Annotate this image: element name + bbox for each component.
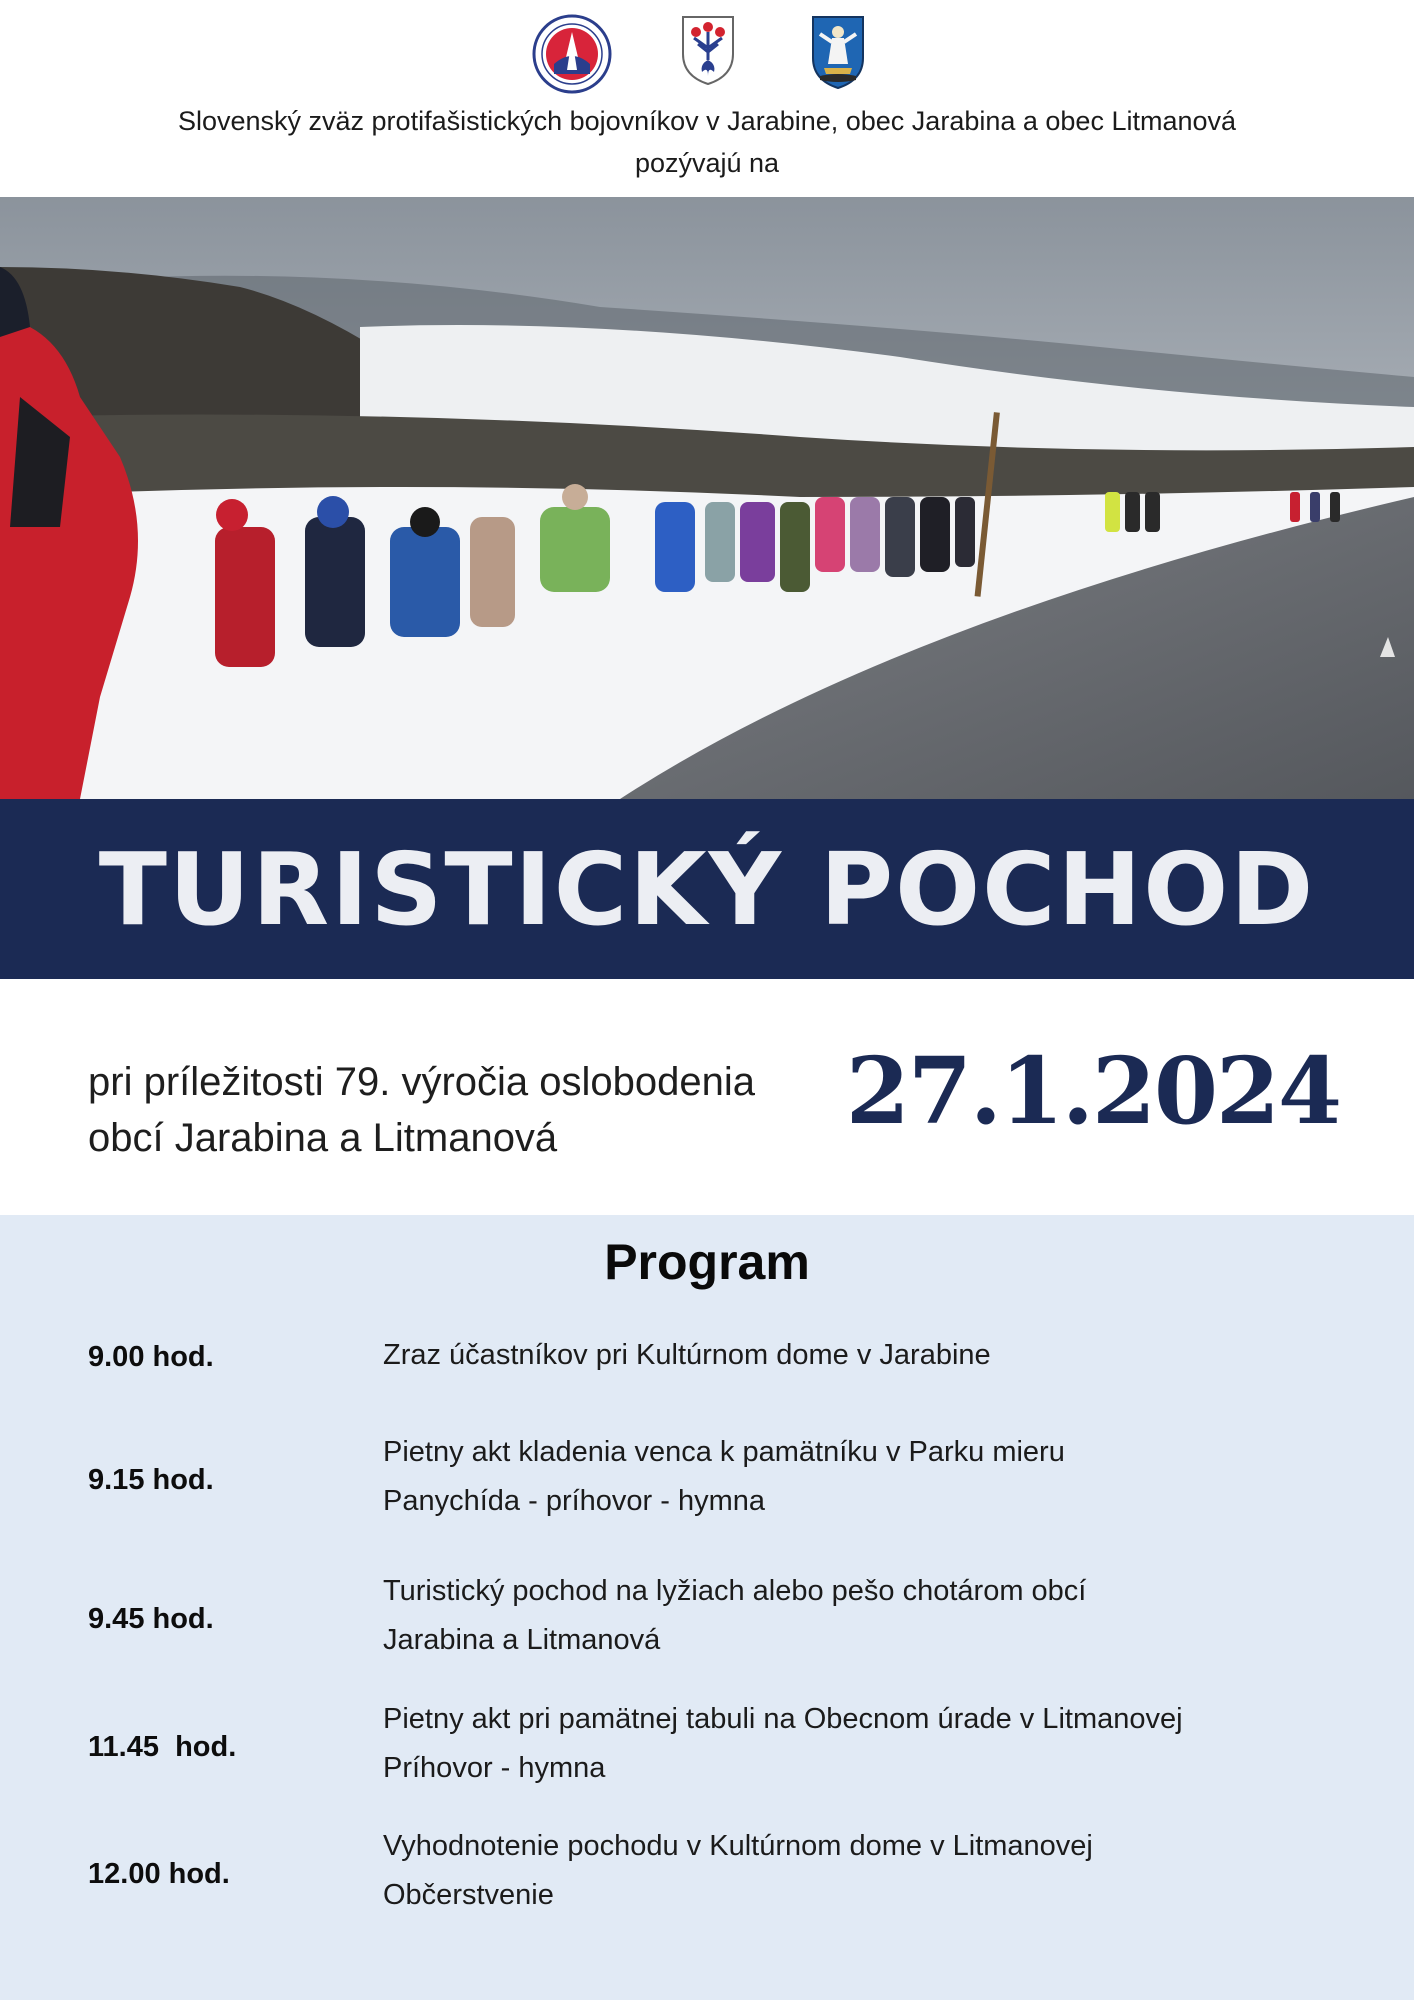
program-time: 9.45 hod.	[88, 1603, 214, 1635]
logo-row	[0, 14, 1414, 94]
program-description-line: Pietny akt pri pamätnej tabuli na Obecnom úrade v Litmanovej	[383, 1703, 1183, 1735]
occasion-line-2: obcí Jarabina a Litmanová	[88, 1116, 558, 1160]
program-description-line: Panychída - príhovor - hymna	[383, 1485, 766, 1517]
union-emblem-icon	[532, 14, 612, 94]
header	[0, 0, 1414, 197]
program-section	[0, 1215, 1414, 2000]
program-time: 9.15 hod.	[88, 1464, 214, 1496]
program-description	[383, 1822, 1383, 1920]
title-banner	[0, 799, 1414, 979]
program-description-line: Zraz účastníkov pri Kultúrnom dome v Jarabine	[383, 1339, 991, 1371]
occasion-line-1: pri príležitosti 79. výročia oslobodenia	[88, 1060, 756, 1104]
event-date: 27.1.2024	[845, 1037, 1340, 1145]
invitation-line-2: pozývajú na	[634, 148, 780, 178]
litmanova-coat-of-arms-icon	[810, 14, 866, 90]
program-time: 12.00 hod.	[88, 1858, 230, 1890]
program-description-line: Príhovor - hymna	[383, 1752, 606, 1784]
program-description	[383, 1331, 1383, 1380]
program-title: Program	[604, 1234, 810, 1290]
program-description-line: Občerstvenie	[383, 1879, 554, 1911]
program-time: 11.45 hod.	[88, 1731, 237, 1763]
program-description-line: Vyhodnotenie pochodu v Kultúrnom dome v Litmanovej	[383, 1830, 1093, 1862]
jarabina-coat-of-arms-icon	[680, 14, 736, 86]
invitation-text	[120, 100, 1294, 184]
snowy-hike-photo	[0, 197, 1414, 799]
program-time: 9.00 hod.	[88, 1341, 214, 1373]
event-title: TURISTICKÝ POCHOD	[98, 830, 1316, 948]
program-description-line: Jarabina a Litmanová	[383, 1624, 661, 1656]
occasion-section	[0, 979, 1414, 1215]
program-description	[383, 1567, 1383, 1665]
program-description-line: Turistický pochod na lyžiach alebo pešo chotárom obcí	[383, 1575, 1087, 1607]
occasion-text	[88, 1054, 908, 1166]
program-description	[383, 1695, 1383, 1793]
invitation-line-1: Slovenský zväz protifašistických bojovníkov v Jarabine, obec Jarabina a obec Litmanová	[177, 106, 1237, 136]
program-description	[383, 1428, 1383, 1526]
program-description-line: Pietny akt kladenia venca k pamätníku v Parku mieru	[383, 1436, 1065, 1468]
